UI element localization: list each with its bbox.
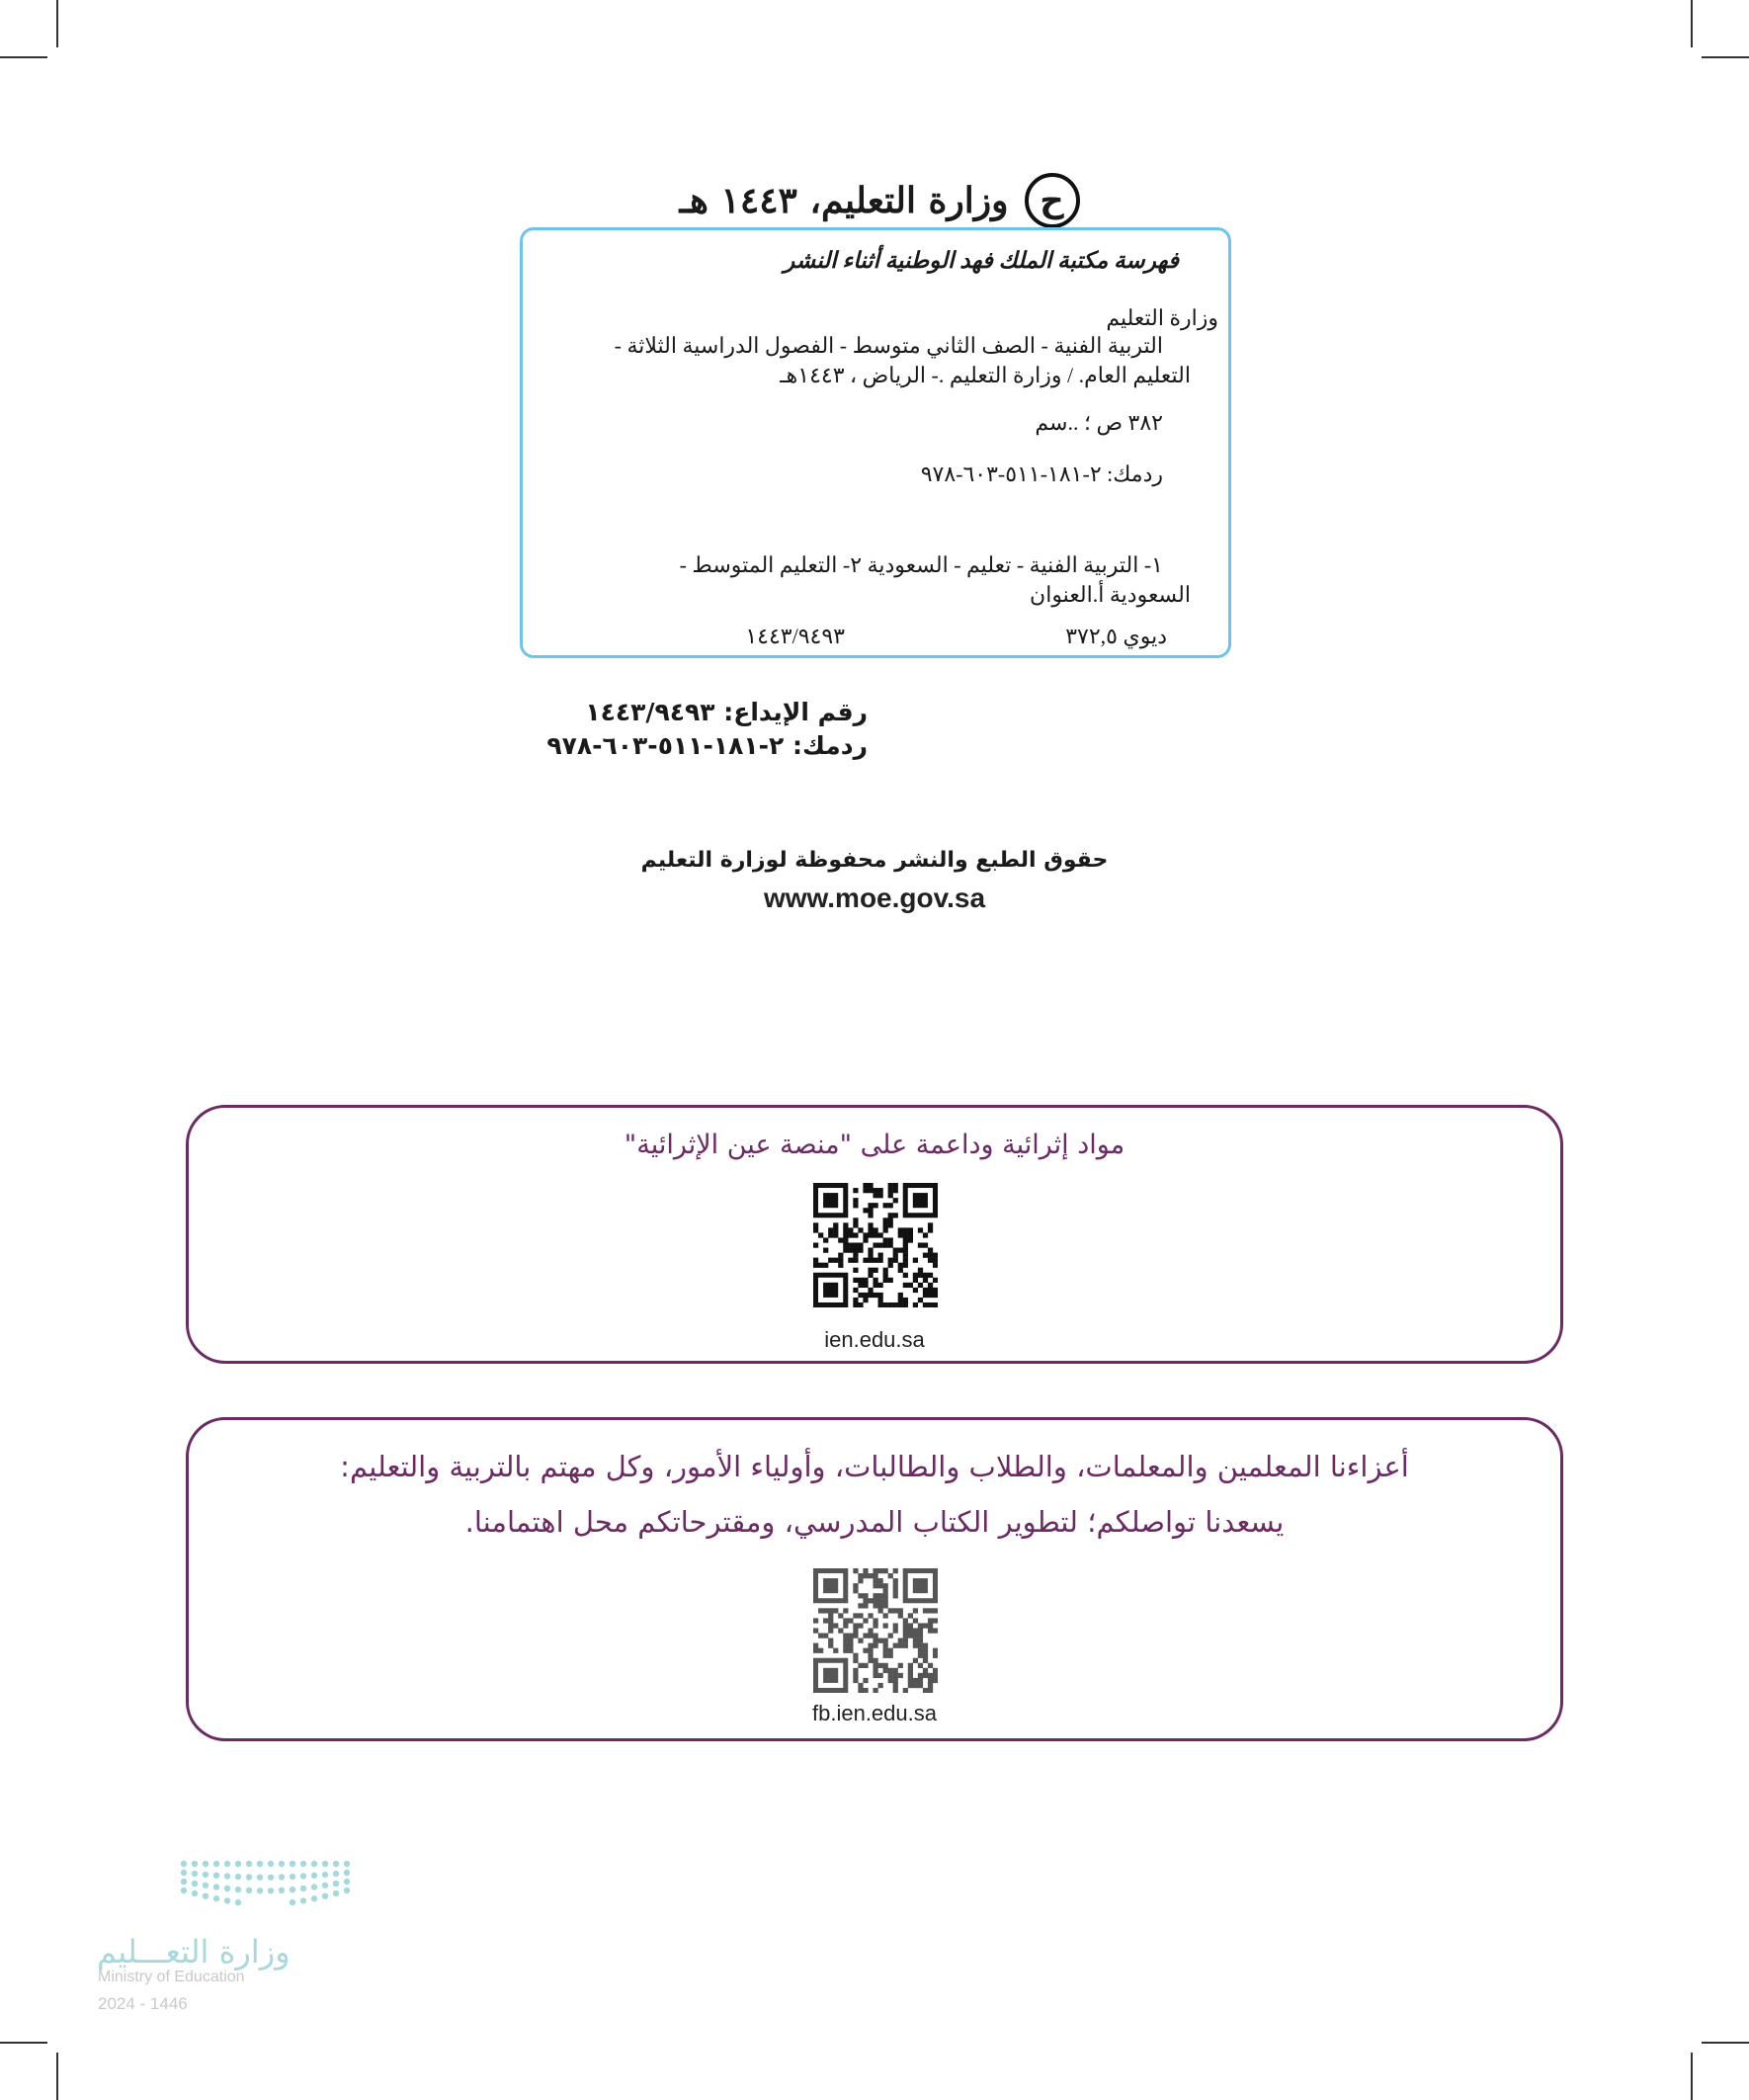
copyright-line bbox=[0, 166, 1749, 235]
catalog-title: فهرسة مكتبة الملك فهد الوطنية أثناء النشر bbox=[784, 248, 1179, 273]
ministry-logo-dots-icon bbox=[178, 1858, 356, 1917]
isbn-label: ردمك: bbox=[792, 731, 868, 760]
catalog-dewey: ديوي ٣٧٢,٥ bbox=[1065, 624, 1167, 648]
isbn-value: ٢-١٨١-٥١١-٦٠٣-٩٧٨ bbox=[546, 731, 785, 760]
qr-code[interactable] bbox=[813, 1183, 938, 1307]
catalog-box bbox=[520, 227, 1231, 658]
logo-arabic-text: وزارة التعـــليم bbox=[97, 1933, 291, 1971]
feedback-box bbox=[186, 1417, 1563, 1741]
deposit-value: ١٤٤٣/٩٤٩٣ bbox=[585, 698, 715, 726]
logo-english-text: Ministry of Education bbox=[98, 1969, 245, 1985]
feedback-url[interactable]: fb.ien.edu.sa bbox=[812, 1701, 937, 1725]
crop-mark bbox=[0, 2042, 47, 2044]
logo-year-text: 2024 - 1446 bbox=[98, 1994, 188, 2013]
crop-mark bbox=[56, 0, 58, 47]
catalog-deposit-number: ١٤٤٣/٩٤٩٣ bbox=[745, 624, 845, 648]
copyright-symbol: ح bbox=[1025, 173, 1080, 228]
rights-text: حقوق الطبع والنشر محفوظة لوزارة التعليم bbox=[640, 848, 1109, 873]
enrichment-box bbox=[186, 1105, 1563, 1364]
deposit-label: رقم الإيداع: bbox=[723, 698, 868, 726]
crop-mark bbox=[1702, 2042, 1749, 2044]
enrichment-text: مواد إثرائية وداعمة على "منصة عين الإثرائية" bbox=[624, 1130, 1125, 1160]
feedback-line1: أعزاءنا المعلمين والمعلمات، والطلاب والطالبات، وأولياء الأمور، وكل مهتم بالتربية والتعليم: bbox=[340, 1450, 1409, 1483]
crop-mark bbox=[0, 56, 47, 58]
catalog-subjects2: السعودية أ.العنوان bbox=[1030, 582, 1191, 607]
catalog-pages: ٣٨٢ ص ؛ ..سم bbox=[1035, 410, 1163, 435]
crop-mark bbox=[1691, 0, 1693, 47]
catalog-subjects1: ١- التربية الفنية - تعليم - السعودية ٢- التعليم المتوسط - bbox=[679, 552, 1163, 577]
catalog-isbn: ردمك: ٢-١٨١-٥١١-٦٠٣-٩٧٨ bbox=[920, 462, 1163, 486]
deposit-number-row bbox=[585, 698, 868, 726]
crop-mark bbox=[1702, 56, 1749, 58]
isbn-row bbox=[546, 731, 868, 760]
catalog-line1: التربية الفنية - الصف الثاني متوسط - الفصول الدراسية الثلاثة - bbox=[614, 333, 1163, 358]
enrichment-url[interactable]: ien.edu.sa bbox=[824, 1327, 925, 1352]
crop-mark bbox=[56, 2053, 58, 2100]
website-link[interactable]: www.moe.gov.sa bbox=[763, 882, 986, 913]
feedback-line2: يسعدنا تواصلكم؛ لتطوير الكتاب المدرسي، ومقترحاتكم محل اهتمامنا. bbox=[464, 1505, 1285, 1539]
catalog-author: وزارة التعليم bbox=[1106, 305, 1218, 330]
crop-mark bbox=[1691, 2053, 1693, 2100]
catalog-line2: التعليم العام. / وزارة التعليم .- الرياض ، ١٤٤٣هـ bbox=[780, 363, 1191, 387]
qr-code[interactable] bbox=[813, 1568, 938, 1693]
copyright-text: وزارة التعليم، ١٤٤٣ هـ bbox=[679, 180, 1009, 221]
